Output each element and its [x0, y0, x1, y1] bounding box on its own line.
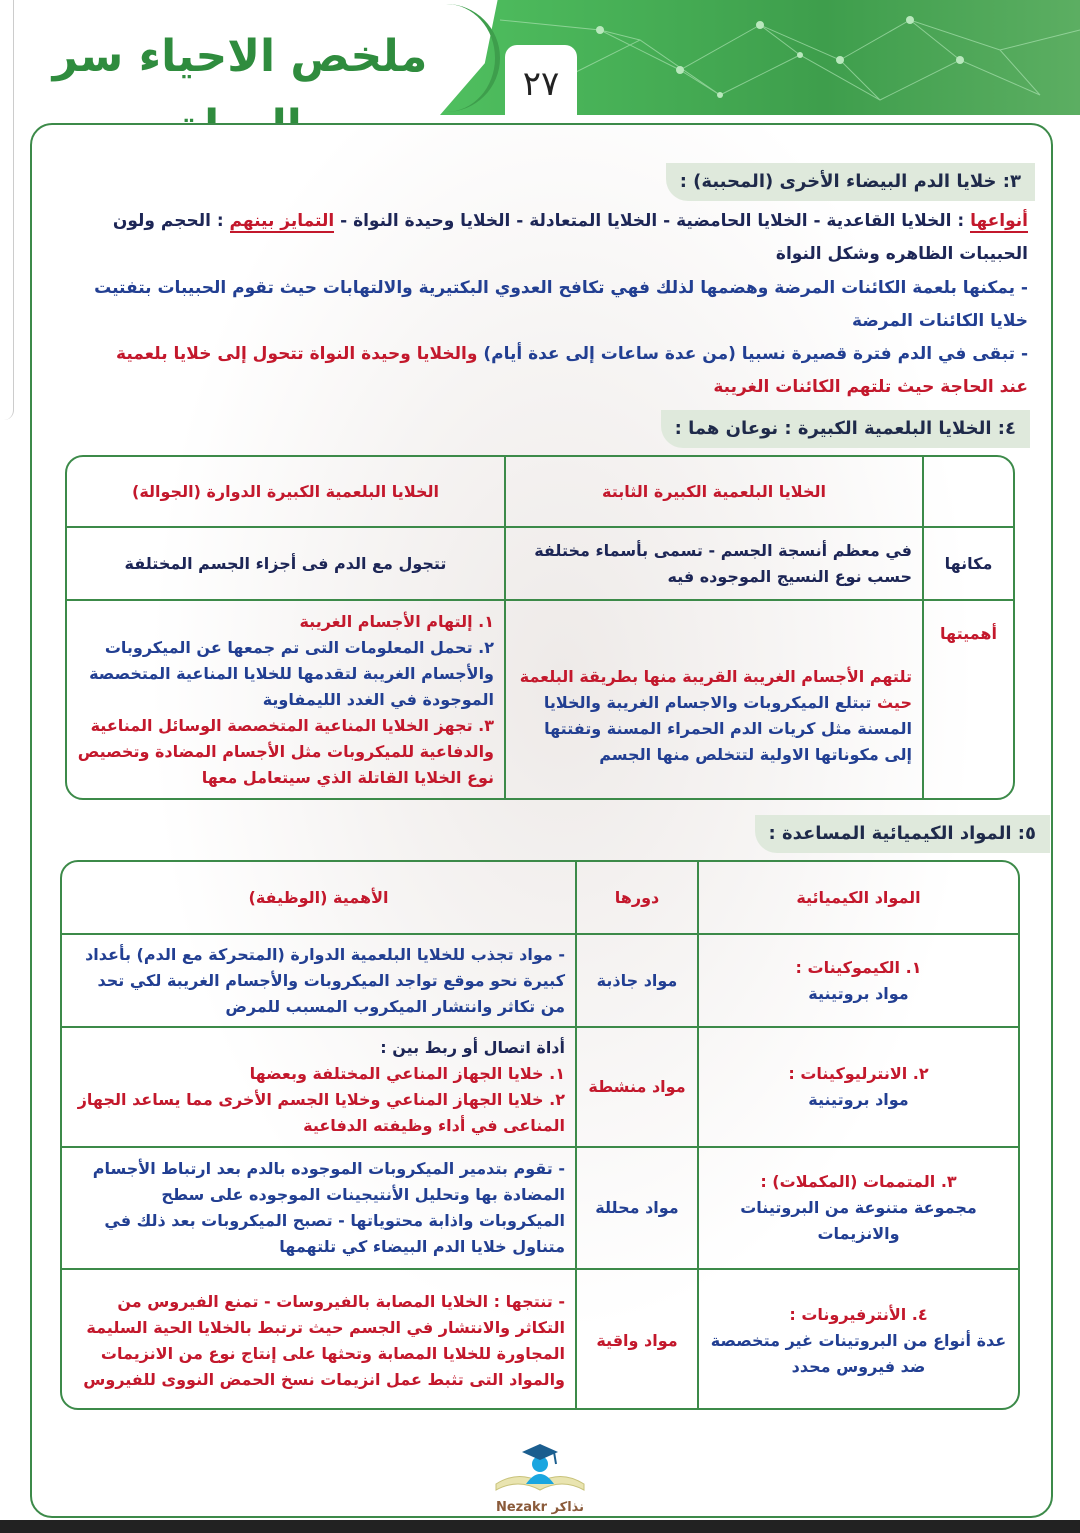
section3-title: ٣: خلايا الدم البيضاء الأخرى (المحببة) :	[666, 163, 1035, 201]
corner-cell	[923, 457, 1013, 527]
row-label-importance: أهميتها	[923, 600, 1013, 798]
table-row	[62, 1027, 1018, 1147]
chemical-desc: مجموعة متنوعة من البروتينات والانزيمات	[740, 1198, 977, 1243]
chemical-name: ١. الكيموكينات :	[795, 957, 922, 977]
role-cell: مواد منشطة	[576, 1027, 698, 1147]
text-segment: : الحجم ولون الحبيبات الظاهره وشكل النواة	[112, 211, 1028, 264]
nezakr-logo	[488, 1440, 592, 1498]
text-segment: - يمكنها بلعمة الكائنات المرضة وهضمها لذلك فهي تكافح العدوي البكتيرية والالتهابات حيث تقوم الحبيبات بتفتيت خلايا الكائنات المرضة	[94, 278, 1028, 331]
text-segment: تتجول مع الدم فى أجزاء الجسم المختلفة	[124, 553, 447, 573]
header-chemicals: المواد الكيميائية	[698, 862, 1018, 934]
fixed-importance	[505, 600, 923, 798]
chemical-cell	[698, 1147, 1018, 1269]
importance-cell	[62, 1147, 576, 1269]
chemical-cell	[698, 934, 1018, 1027]
header-importance: الأهمية (الوظيفة)	[62, 862, 576, 934]
table-row	[62, 1269, 1018, 1410]
text-segment: تبتلع الميكروبات والاجسام الغريبة والخلايا المسنة مثل كريات الدم الحمراء المسنة وتفتتها إلى مكوناتها الاولية لتتخلص منها الجسم	[543, 693, 912, 764]
header-wandering: الخلايا البلعمية الكبيرة الدوارة (الجوالة)	[67, 457, 505, 527]
text-segment: : الخلايا القاعدية - الخلايا الحامضية - الخلايا المتعادلة - الخلايا وحيدة النواة -	[334, 211, 971, 231]
text-segment: أداة اتصال أو ربط بين :	[380, 1038, 565, 1057]
wandering-importance	[67, 600, 505, 798]
section4-title: ٤: الخلايا البلعمية الكبيرة : نوعان هما :	[661, 410, 1030, 448]
text-segment: ٢. خلايا الجهاز المناعي وخلايا الجسم الأخرى مما يساعد الجهاز المناعى في أداء وظيفته الدفاعية	[77, 1090, 565, 1135]
text-segment: - تبقى في الدم فترة قصيرة نسبيا (من عدة ساعات إلى عدة أيام)	[477, 344, 1028, 364]
chemical-desc: مواد بروتينية	[808, 1090, 909, 1109]
role-cell: مواد واقية	[576, 1269, 698, 1410]
text-segment: ١. إلتهام الأجسام الغريبة	[299, 611, 494, 631]
nezakr-logo-text: Nezakr نذاكر	[495, 1500, 585, 1515]
text-segment: في معظم أنسجة الجسم - تسمى بأسماء مختلفة حسب نوع النسيج الموجوده فيه	[534, 540, 912, 586]
fixed-place	[505, 527, 923, 600]
chemical-name: ٣. المتممات (المكملات) :	[760, 1172, 957, 1191]
graduate-book-icon	[488, 1440, 592, 1498]
page-title: ملخص الاحياء سر	[52, 31, 428, 82]
header-fixed: الخلايا البلعمية الكبيرة الثابتة	[505, 457, 923, 527]
text-segment: - تنتجها : الخلايا المصابة بالفيروسات - تمنع الفيروس من التكاثر والانتشار في الجسم حيث ترتبط بالخلايا الحية السليمة المجاورة للخلايا المصابة وتحثها على إنتاج نوع من الانزيمات والمواد التى تثبط عمل انزيمات نسخ الحمض النووى للفيروس	[83, 1292, 565, 1389]
text-segment: ٢. تحمل المعلومات التى تم جمعها عن الميكروبات والأجسام الغريبة لتقدمها للخلايا المناعية المتخصصة الموجودة في الغدد الليمفاوية	[89, 637, 494, 709]
text-segment: ١. خلايا الجهاز المناعي المختلفة وبعضها	[249, 1064, 565, 1083]
text-segment: ٣. تجهز الخلايا المناعية المتخصصة الوسائل المناعية والدفاعية للميكروبات مثل الأجسام المضادة وتخصيص نوع الخلايا القاتلة الذي سيتعامل معها	[77, 715, 494, 787]
chemical-desc: عدة أنواع من البروتينات غير متخصصة ضد فيروس محدد	[710, 1331, 1007, 1376]
importance-cell	[62, 934, 576, 1027]
wandering-place	[67, 527, 505, 600]
importance-cell	[62, 1027, 576, 1147]
header-role: دورها	[576, 862, 698, 934]
chemical-name: ٢. الانترليوكينات :	[788, 1064, 929, 1083]
text-segment: تلتهم الأجسام الغريبة القريبة منها بطريقة البلعمة حيث	[519, 667, 912, 712]
role-cell: مواد جاذبة	[576, 934, 698, 1027]
page-number: ٢٧	[505, 45, 577, 117]
chemical-cell	[698, 1027, 1018, 1147]
chemicals-table	[60, 860, 1020, 1410]
text-segment: والخلايا وحيدة النواة تتحول إلى خلايا بلعمية عند الحاجة حيث تلتهم الكائنات الغريبة	[116, 344, 1028, 397]
section5-title: ٥: المواد الكيميائية المساعدة :	[755, 815, 1050, 853]
table-row	[62, 1147, 1018, 1269]
text-segment: التمايز بينهم	[229, 211, 335, 231]
table-row	[62, 934, 1018, 1027]
text-segment: أنواعها	[970, 211, 1028, 231]
section3-bullet2	[108, 338, 1028, 404]
row-label-place: مكانها	[923, 527, 1013, 600]
chemical-desc: مواد بروتينية	[808, 983, 909, 1003]
chemical-cell	[698, 1269, 1018, 1410]
section3-bullet1	[63, 272, 1028, 338]
text-segment: - تقوم بتدمير الميكروبات الموجوده بالدم بعد ارتباط الأجسام المضادة بها وتحليل الأنتيجينات الموجوده على سطح الميكروبات واذابة محتوياتها - تصبح الميكروبات بعد ذلك في متناول خلايا الدم البيضاء كي تلتهمها	[92, 1159, 565, 1256]
section3-types	[98, 205, 1028, 271]
text-segment: - مواد تجذب للخلايا البلعمية الدوارة (المتحركة مع الدم) بأعداد كبيرة نحو موقع تواجد الميكروبات والأجسام الغريبة لكي تحد من تكاثر وانتشار الميكروب المسبب للمرض	[85, 944, 565, 1016]
role-cell: مواد محللة	[576, 1147, 698, 1269]
importance-cell	[62, 1269, 576, 1410]
macrophage-table	[65, 455, 1015, 800]
bottom-bar	[0, 1520, 1080, 1533]
chemical-name: ٤. الأنترفيرونات :	[789, 1305, 928, 1324]
